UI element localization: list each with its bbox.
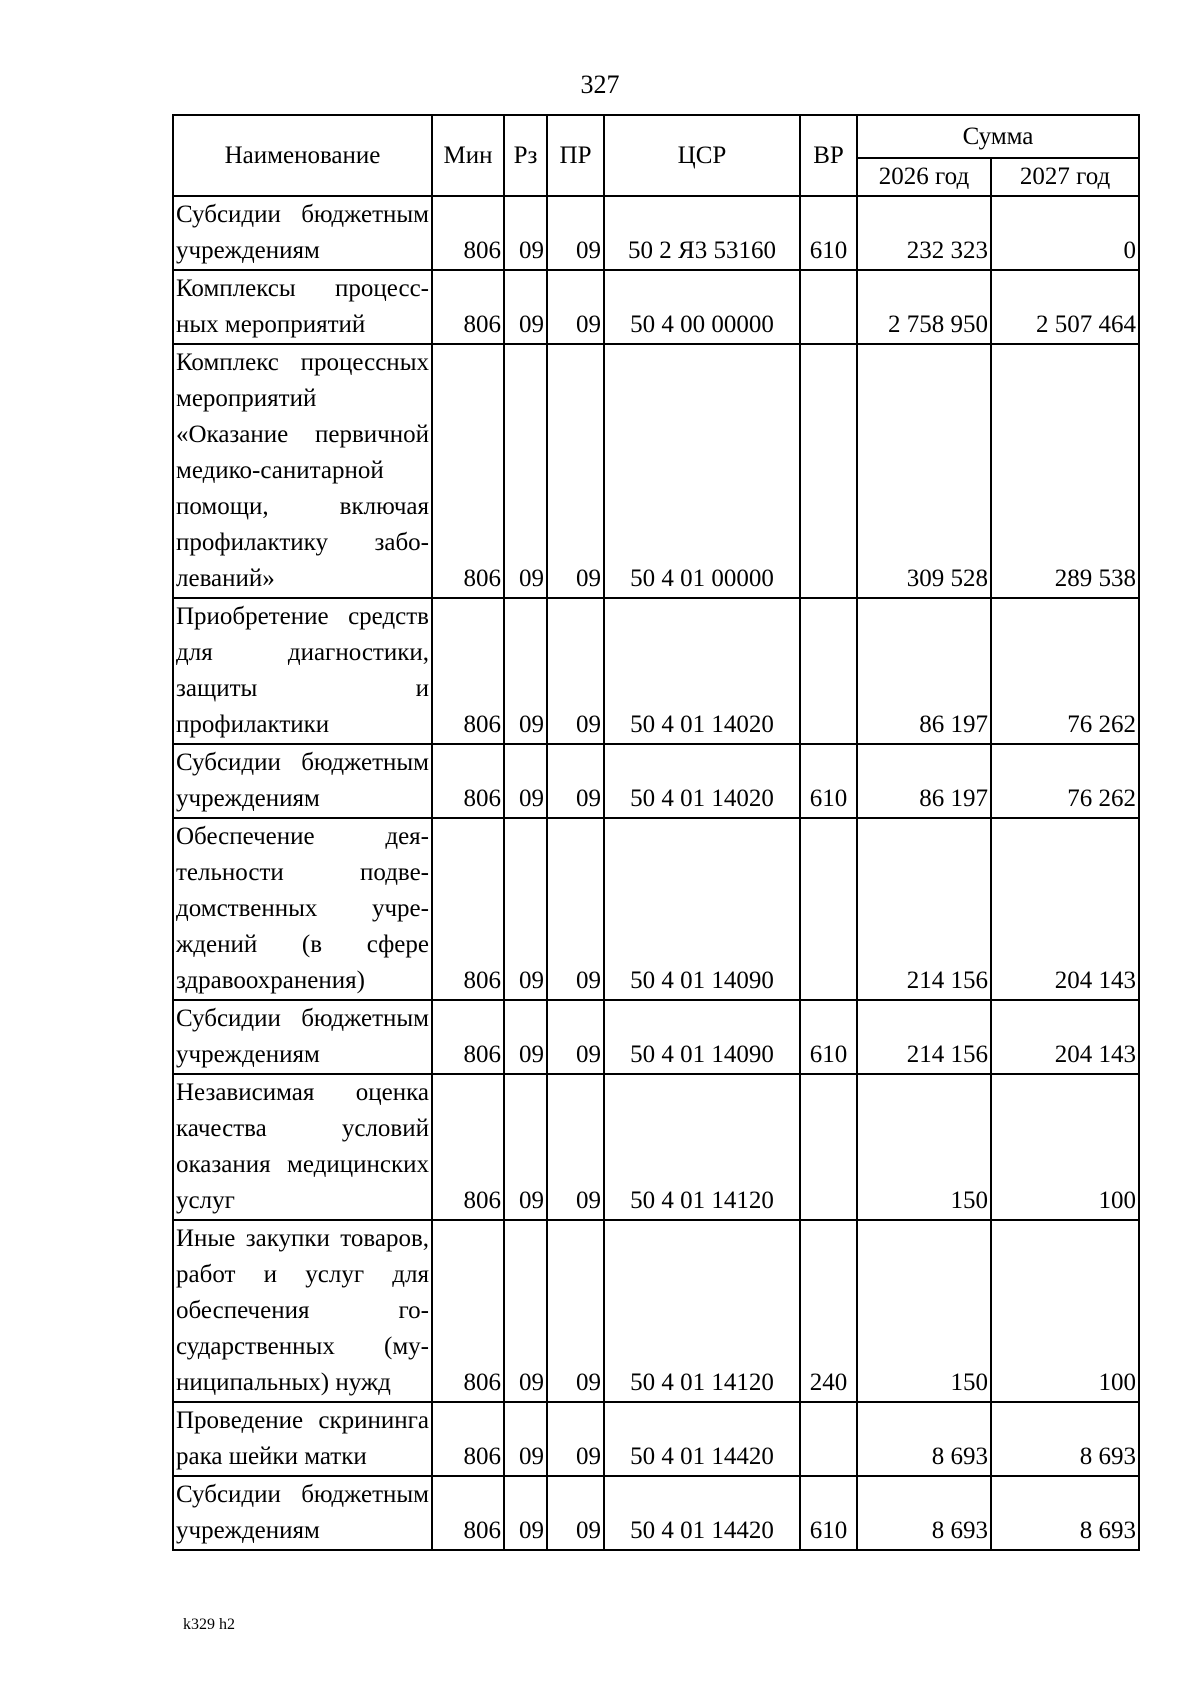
row-name: Субсидии бюджетным учреждениям	[173, 196, 432, 270]
row-min: 806	[432, 1402, 504, 1476]
row-vr: 610	[800, 744, 857, 818]
row-sum-2026: 150	[857, 1220, 991, 1402]
row-csr: 50 4 00 00000	[604, 270, 800, 344]
row-pr: 09	[547, 818, 604, 1000]
row-vr: 610	[800, 1476, 857, 1550]
row-sum-2026: 214 156	[857, 1000, 991, 1074]
row-name: Субсидии бюджетным учреждениям	[173, 744, 432, 818]
row-pr: 09	[547, 598, 604, 744]
row-rz: 09	[504, 744, 547, 818]
row-csr: 50 4 01 00000	[604, 344, 800, 598]
row-vr	[800, 1402, 857, 1476]
header-min: Мин	[432, 115, 504, 196]
row-pr: 09	[547, 270, 604, 344]
table-row	[173, 1402, 1139, 1476]
header-year-2026: 2026 год	[857, 158, 991, 196]
row-min: 806	[432, 1074, 504, 1220]
row-rz: 09	[504, 344, 547, 598]
row-pr: 09	[547, 1220, 604, 1402]
row-rz: 09	[504, 1074, 547, 1220]
row-name: Комплексы процессных мероприятий	[173, 270, 432, 344]
row-sum-2027: 204 143	[991, 1000, 1139, 1074]
table-row	[173, 744, 1139, 818]
row-rz: 09	[504, 1000, 547, 1074]
table-row	[173, 1220, 1139, 1402]
header-year-2027: 2027 год	[991, 158, 1139, 196]
row-sum-2027: 289 538	[991, 344, 1139, 598]
row-sum-2026: 8 693	[857, 1476, 991, 1550]
row-sum-2026: 150	[857, 1074, 991, 1220]
row-sum-2027: 100	[991, 1074, 1139, 1220]
table-row	[173, 598, 1139, 744]
row-min: 806	[432, 196, 504, 270]
header-csr: ЦСР	[604, 115, 800, 196]
table-row	[173, 270, 1139, 344]
row-csr: 50 4 01 14120	[604, 1074, 800, 1220]
row-sum-2026: 8 693	[857, 1402, 991, 1476]
row-csr: 50 4 01 14090	[604, 818, 800, 1000]
row-vr: 240	[800, 1220, 857, 1402]
row-rz: 09	[504, 196, 547, 270]
row-pr: 09	[547, 1074, 604, 1220]
row-rz: 09	[504, 818, 547, 1000]
row-vr: 610	[800, 196, 857, 270]
row-csr: 50 4 01 14020	[604, 598, 800, 744]
row-pr: 09	[547, 1402, 604, 1476]
header-pr: ПР	[547, 115, 604, 196]
row-pr: 09	[547, 344, 604, 598]
row-sum-2026: 86 197	[857, 598, 991, 744]
row-vr	[800, 598, 857, 744]
row-sum-2027: 76 262	[991, 744, 1139, 818]
row-rz: 09	[504, 270, 547, 344]
table-row	[173, 818, 1139, 1000]
row-sum-2027: 0	[991, 196, 1139, 270]
row-min: 806	[432, 344, 504, 598]
row-csr: 50 4 01 14420	[604, 1402, 800, 1476]
row-vr	[800, 270, 857, 344]
row-rz: 09	[504, 1476, 547, 1550]
budget-table	[172, 114, 1140, 1551]
header-sum: Сумма	[857, 115, 1139, 158]
row-sum-2027: 76 262	[991, 598, 1139, 744]
row-vr	[800, 818, 857, 1000]
row-sum-2026: 2 758 950	[857, 270, 991, 344]
page-number: 327	[580, 70, 620, 99]
row-min: 806	[432, 1220, 504, 1402]
row-sum-2027: 8 693	[991, 1402, 1139, 1476]
row-sum-2027: 204 143	[991, 818, 1139, 1000]
row-pr: 09	[547, 1476, 604, 1550]
row-name: Субсидии бюджетным учреждениям	[173, 1476, 432, 1550]
header-vr: ВР	[800, 115, 857, 196]
row-min: 806	[432, 1000, 504, 1074]
row-csr: 50 4 01 14120	[604, 1220, 800, 1402]
row-sum-2027: 8 693	[991, 1476, 1139, 1550]
row-min: 806	[432, 270, 504, 344]
row-sum-2027: 100	[991, 1220, 1139, 1402]
row-vr: 610	[800, 1000, 857, 1074]
row-vr	[800, 1074, 857, 1220]
row-csr: 50 4 01 14020	[604, 744, 800, 818]
header-rz: Рз	[504, 115, 547, 196]
row-pr: 09	[547, 744, 604, 818]
row-csr: 50 4 01 14090	[604, 1000, 800, 1074]
row-csr: 50 2 Я3 53160	[604, 196, 800, 270]
row-sum-2026: 214 156	[857, 818, 991, 1000]
row-rz: 09	[504, 1402, 547, 1476]
row-name: Обеспечение деятельности подведомственных учреждений (в сфере здравоохранения)	[173, 818, 432, 1000]
row-name: Комплекс процессных мероприятий «Оказание первичной медико-санитарной помощи, включая профилактику заболеваний»	[173, 344, 432, 598]
row-sum-2026: 309 528	[857, 344, 991, 598]
row-name: Иные закупки товаров, работ и услуг для обеспечения государственных (муниципальных) нужд	[173, 1220, 432, 1402]
table-row	[173, 1074, 1139, 1220]
row-csr: 50 4 01 14420	[604, 1476, 800, 1550]
footer-note: k329 h2	[183, 1616, 235, 1633]
row-name: Независимая оценка качества условий оказания медицинских услуг	[173, 1074, 432, 1220]
table-row	[173, 196, 1139, 270]
row-pr: 09	[547, 1000, 604, 1074]
row-sum-2026: 232 323	[857, 196, 991, 270]
row-sum-2027: 2 507 464	[991, 270, 1139, 344]
table-row	[173, 1000, 1139, 1074]
row-vr	[800, 344, 857, 598]
row-min: 806	[432, 598, 504, 744]
row-rz: 09	[504, 598, 547, 744]
table-row	[173, 344, 1139, 598]
row-name: Субсидии бюджетным учреждениям	[173, 1000, 432, 1074]
header-name: Наименование	[173, 115, 432, 196]
row-min: 806	[432, 818, 504, 1000]
row-min: 806	[432, 1476, 504, 1550]
row-rz: 09	[504, 1220, 547, 1402]
row-sum-2026: 86 197	[857, 744, 991, 818]
row-min: 806	[432, 744, 504, 818]
row-pr: 09	[547, 196, 604, 270]
table-row	[173, 1476, 1139, 1550]
row-name: Проведение скрининга рака шейки матки	[173, 1402, 432, 1476]
row-name: Приобретение средств для диагностики, защиты и профилактики	[173, 598, 432, 744]
